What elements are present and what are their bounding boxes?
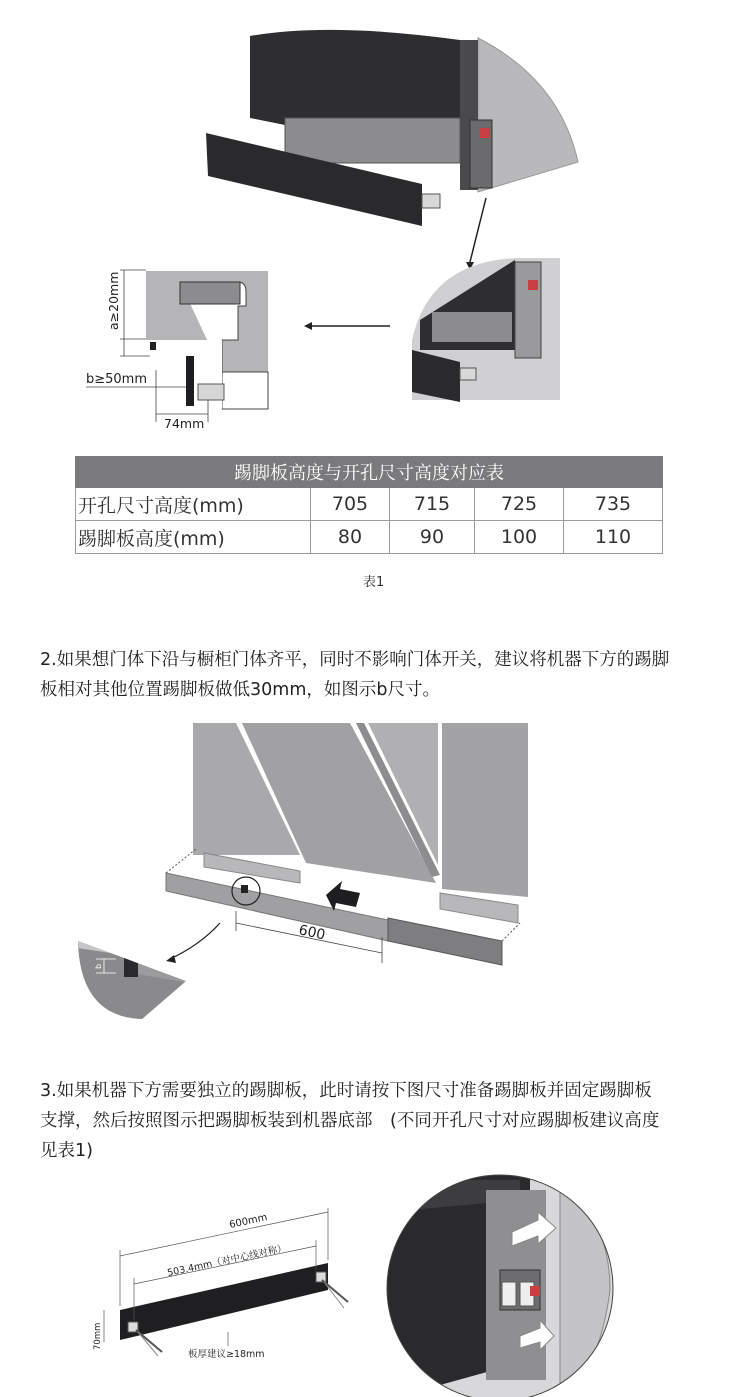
detail-b-label: b [94, 963, 103, 969]
dim-width-label: 74mm [164, 416, 205, 431]
row-label-kickplate: 踢脚板高度(mm) [76, 521, 311, 554]
dim-503-label: 503.4mm（对中心线对称） [166, 1242, 288, 1279]
table-cell: 90 [390, 521, 475, 554]
dim-b-label: b≥50mm [86, 372, 148, 387]
arrow-to-detail [470, 198, 486, 262]
table-row [76, 488, 663, 521]
instruction-3-line: 3.如果机器下方需要独立的踢脚板，此时请按下图尺寸准备踢脚板并固定踢脚板 [40, 1081, 652, 1101]
table-row [76, 521, 663, 554]
dim-a-label: a≥20mm [106, 271, 121, 330]
door-swing-arc [478, 38, 578, 192]
table-cell: 715 [390, 488, 475, 521]
kickplate-bar [120, 1263, 328, 1340]
instruction-2-line: 2.如果想门体下沿与橱柜门体齐平，同时不影响门体开关，建议将机器下方的踢脚 [40, 650, 670, 670]
row-label-opening: 开孔尺寸高度(mm) [76, 488, 311, 521]
table-cell: 110 [564, 521, 663, 554]
instruction-3-line: 支撑，然后按照图示把踢脚板装到机器底部 (不同开孔尺寸对应踢脚板建议高度 [40, 1111, 660, 1131]
instruction-2 [40, 645, 720, 705]
table-cell: 100 [475, 521, 564, 554]
figure-2-lowered-kickplate [0, 715, 750, 1030]
push-arrow-icon [326, 881, 360, 911]
figure-1-kickplate-install [0, 0, 750, 440]
instruction-2-line: 板相对其他位置踢脚板做低30mm，如图示b尺寸。 [40, 680, 440, 700]
instruction-3 [40, 1076, 720, 1166]
kickplate-lowered [388, 918, 502, 965]
base-bracket [285, 118, 460, 163]
table-cell: 735 [564, 488, 663, 521]
dim-600-label: 600 [297, 922, 327, 944]
instruction-3-line: 见表1) [40, 1141, 93, 1161]
table-cell: 725 [475, 488, 564, 521]
table-cell: 80 [311, 521, 390, 554]
zoom-detail [70, 935, 200, 1030]
table-caption: 表1 [363, 575, 385, 590]
spec-table [75, 456, 663, 554]
kickplate-front [166, 873, 388, 944]
cabinet-door-right [442, 723, 528, 897]
arrow-to-zoom [170, 923, 220, 959]
kickplate-right [440, 893, 518, 923]
figure-3-independent-kickplate [0, 1160, 750, 1397]
table-title: 踢脚板高度与开孔尺寸高度对应表 [76, 457, 663, 488]
dim-70-label: 70mm [93, 1322, 103, 1350]
thickness-note: 板厚建议≥18mm [188, 1349, 265, 1360]
table-cell: 705 [311, 488, 390, 521]
dim-600mm-label: 600mm [228, 1212, 269, 1231]
